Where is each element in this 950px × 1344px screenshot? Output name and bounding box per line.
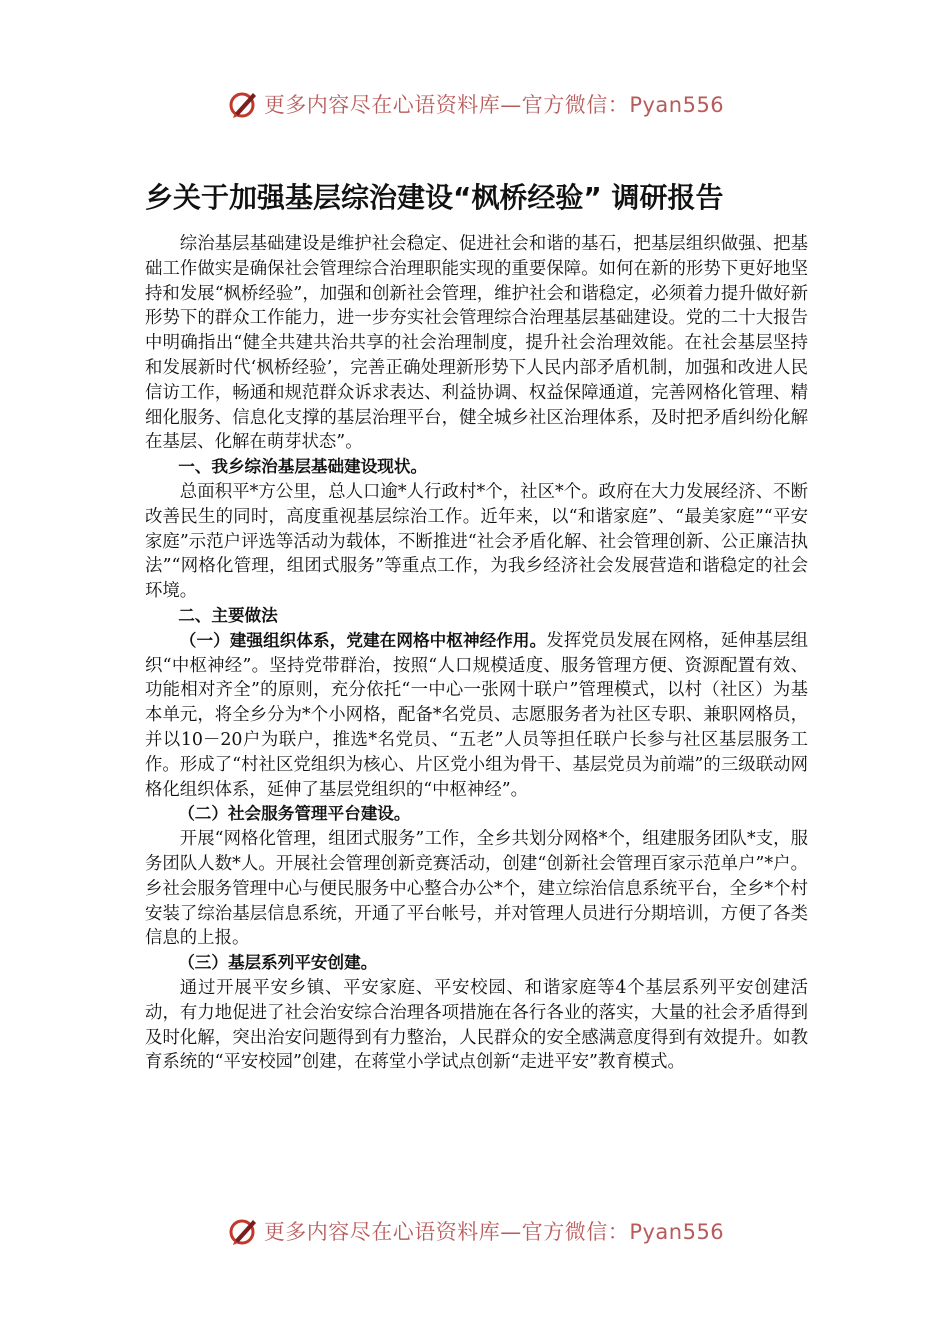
banner-text: 更多内容尽在心语资料库—官方微信：Pyan556 (263, 93, 725, 117)
section2-heading: 二、主要做法 (178, 605, 278, 625)
pen-logo-icon (226, 87, 260, 121)
banner-text: 更多内容尽在心语资料库—官方微信：Pyan556 (263, 1220, 725, 1244)
section1-heading: 一、我乡综治基层基础建设现状。 (178, 457, 428, 477)
intro-paragraph: 综治基层基础建设是维护社会稳定、促进社会和谐的基石，把基层组织做强、把基础工作做实是确保社会管理综合治理职能实现的重要保障。如何在新的形势下更好地坚持和发展“枫桥经验”，加强和创新社会管理，维护社会和谐稳定，必须着力提升做好新形势下的群众工作能力，进一步夯实社会管理综合治理基层基础建设。党的二十大报告中明确指出“健全共建共治共享的社会治理制度，提升社会治理效能。在社会基层坚持和发展新时代‘枫桥经验’，完善正确处理新形势下人民内部矛盾机制，加强和改进人民信访工作，畅通和规范群众诉求表达、利益协调、权益保障通道，完善网格化管理、精细化服务、信息化支撑的基层治理平台，健全城乡社区治理体系，及时把矛盾纠纷化解在基层、化解在萌芽状态”。 (145, 234, 808, 453)
wechat-id: Pyan556 (629, 93, 725, 117)
pen-logo-icon (226, 1214, 260, 1248)
sub1-paragraph (145, 629, 808, 803)
sub3-heading: （三）基层系列平安创建。 (178, 953, 378, 973)
sub2-paragraph: 开展“网格化管理，组团式服务”工作，全乡共划分网格*个，组建服务团队*支，服务团队人数*人。开展社会管理创新竞赛活动，创建“创新社会管理百家示范单户”*户。乡社会服务管理中心与便民服务中心整合办公*个，建立综治信息系统平台，全乡*个村安装了综治基层信息系统，开通了平台帐号，并对管理人员进行分期培训，方便了各类信息的上报。 (145, 829, 808, 949)
document-body (145, 232, 808, 1075)
sub3-paragraph: 通过开展平安乡镇、平安家庭、平安校园、和谐家庭等4个基层系列平安创建活动，有力地促进了社会治安综合治理各项措施在各行各业的落实，大量的社会矛盾得到及时化解，突出治安问题得到有力整治，人民群众的安全感满意度得到有效提升。如教育系统的“平安校园”创建，在蒋堂小学试点创新“走进平安”教育模式。 (145, 977, 808, 1073)
header-banner (0, 84, 950, 124)
footer-banner (0, 1211, 950, 1251)
wechat-id: Pyan556 (629, 1220, 725, 1244)
sub2-heading: （二）社会服务管理平台建设。 (178, 804, 411, 824)
sub1-text: 发挥党员发展在网格，延伸基层组织“中枢神经”。坚持党带群治，按照“人口规模适度、服务管理方便、资源配置有效、功能相对齐全”的原则，充分依托“一中心一张网十联户”管理模式，以村（社区）为基本单元，将全乡分为*个小网格，配备*名党员、志愿服务者为社区专职、兼职网格员，并以10－20户为联户，推选*名党员、“五老”人员等担任联户长参与社区基层服务工作。形成了“村社区党组织为核心、片区党小组为骨干、基层党员为前端”的三级联动网格化组织体系，延伸了基层党组织的“中枢神经”。 (145, 630, 808, 800)
sub1-heading: （一）建强组织体系，党建在网格中枢神经作用。 (179, 630, 547, 650)
page-title: 乡关于加强基层综治建设“枫桥经验” 调研报告 (145, 181, 724, 214)
section1-paragraph: 总面积平*方公里，总人口逾*人行政村*个，社区*个。政府在大力发展经济、不断改善民生的同时，高度重视基层综治工作。近年来，以“和谐家庭”、“最美家庭”“平安家庭”示范户评选等活动为载体，不断推进“社会矛盾化解、社会管理创新、公正廉洁执法”“网格化管理，组团式服务”等重点工作，为我乡经济社会发展营造和谐稳定的社会环境。 (145, 481, 808, 602)
